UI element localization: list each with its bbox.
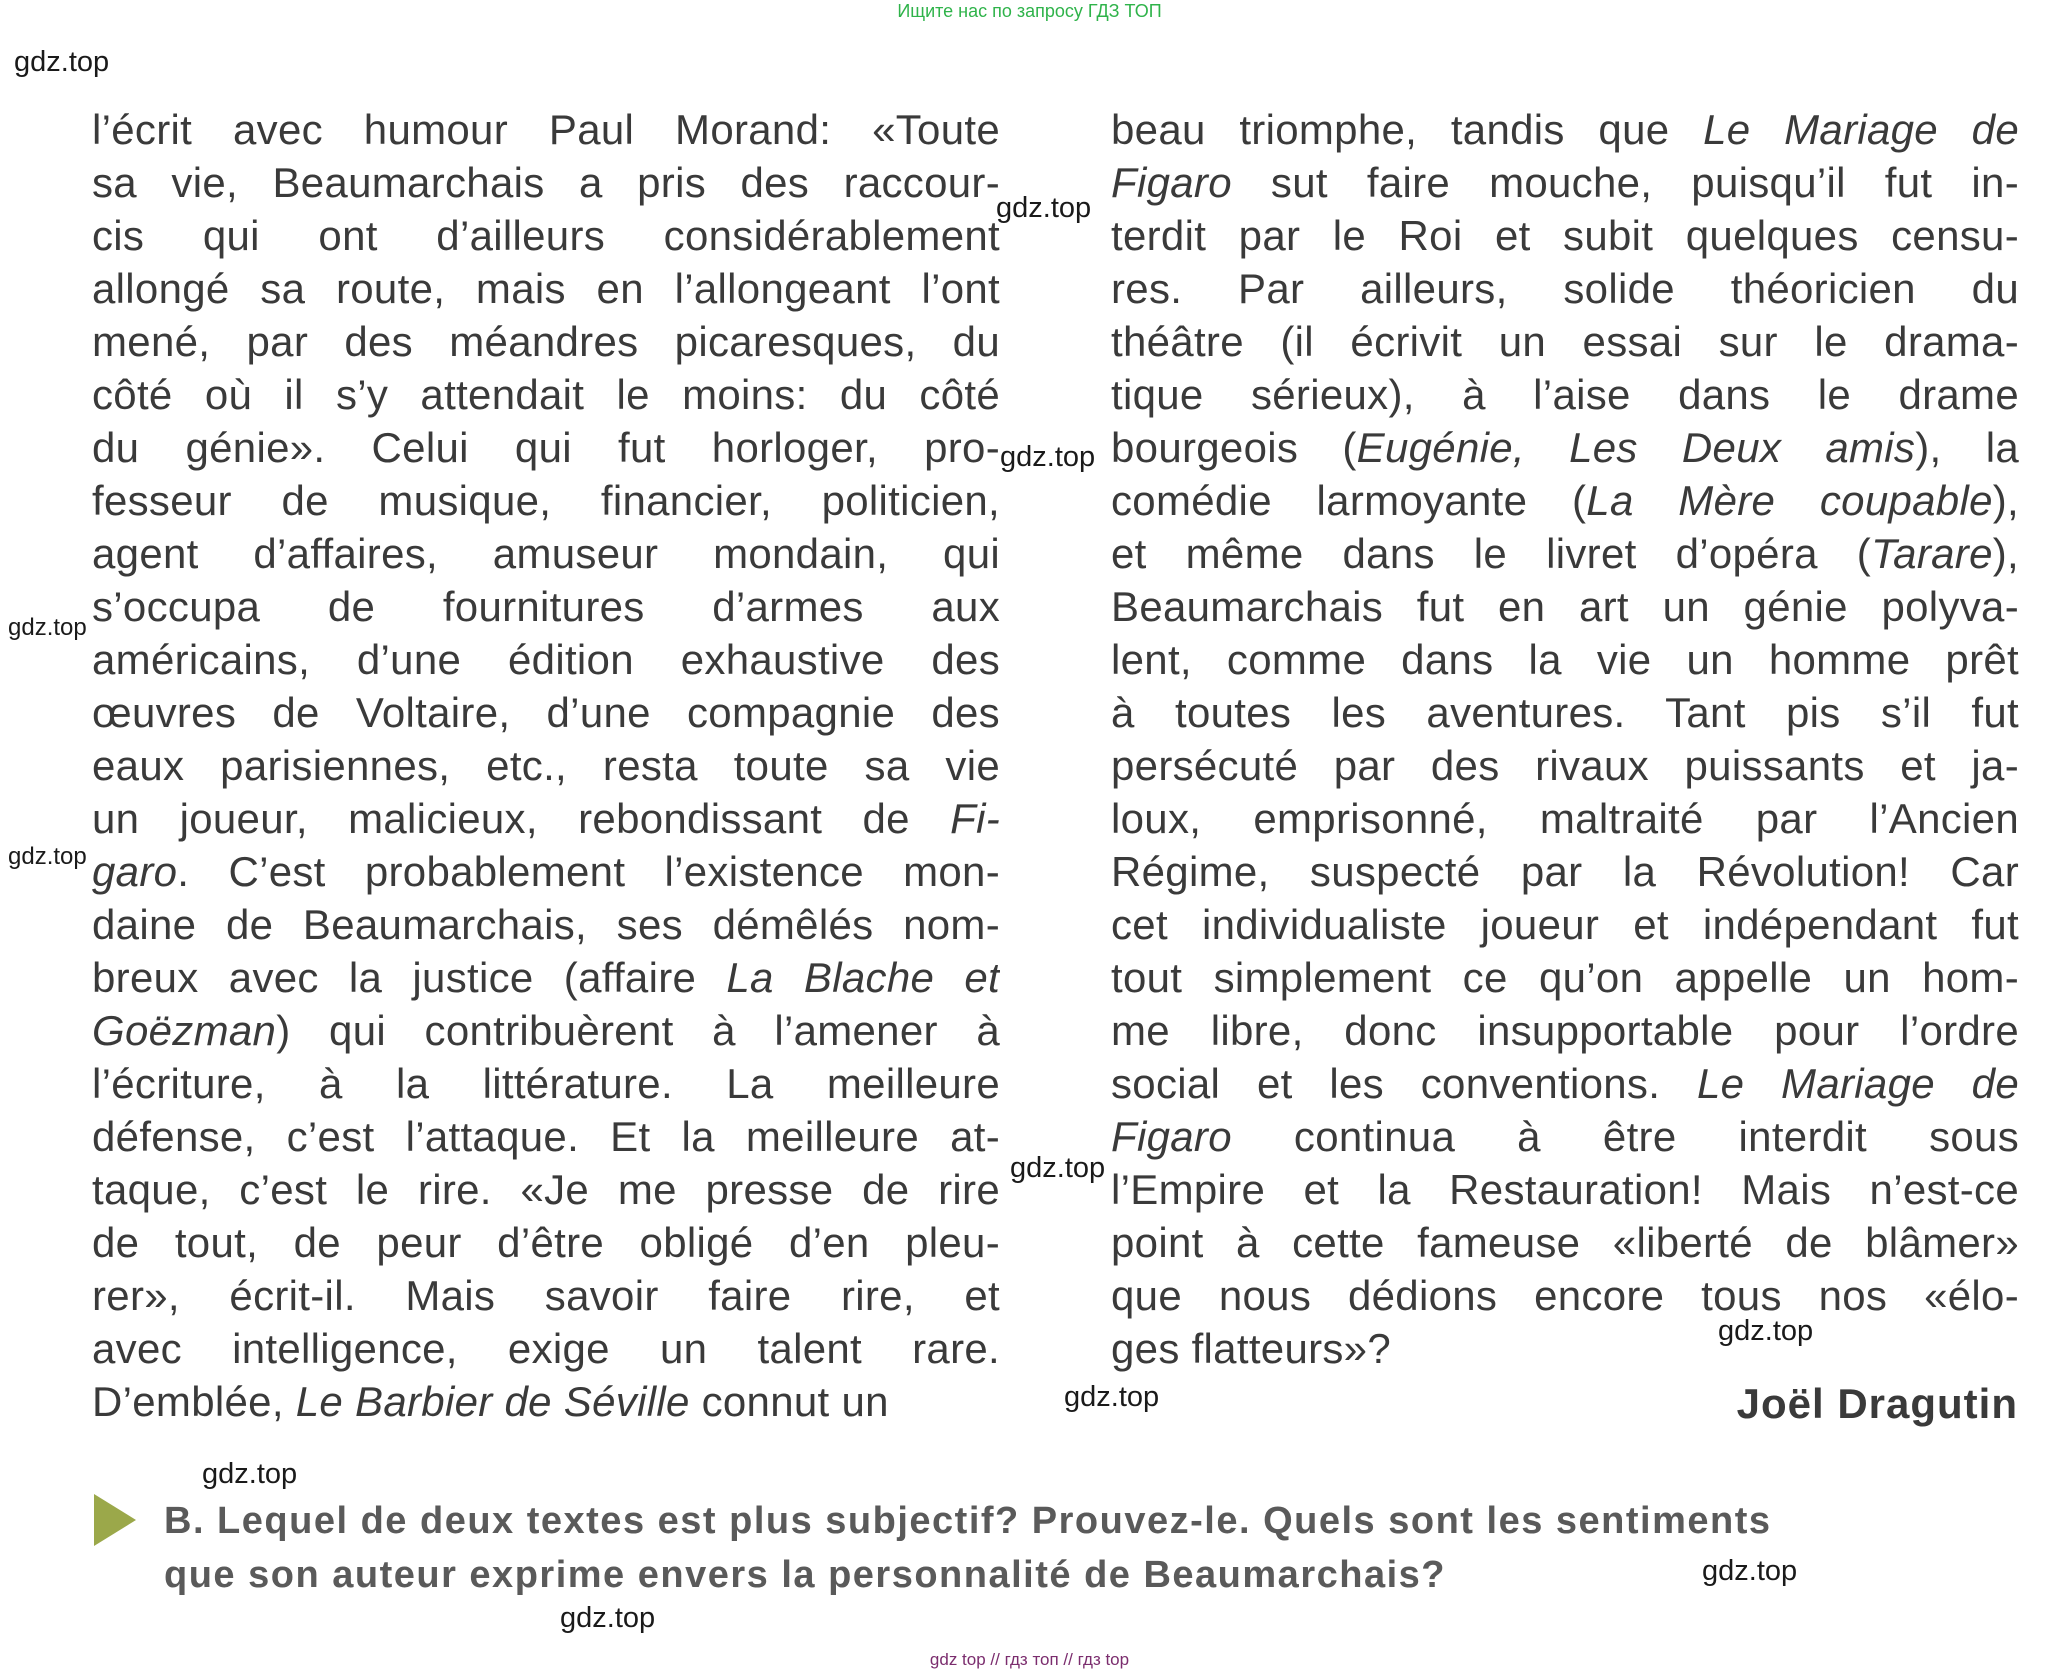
text-line: [92, 156, 1000, 209]
italic-title: Figaro: [1111, 1113, 1232, 1160]
text-line: [92, 898, 1000, 951]
text-segment: tout simplement ce qu’on appelle un hom-: [1111, 954, 2019, 1001]
text-segment: s’occupa de fournitures d’armes aux: [92, 583, 1000, 630]
text-segment: tique sérieux), à l’aise dans le drame: [1111, 371, 2019, 418]
italic-title: Goëzman: [92, 1007, 277, 1054]
text-segment: persécuté par des rivaux puissants et ja-: [1111, 742, 2019, 789]
watermark: gdz.top: [1718, 1315, 1814, 1347]
text-line: [1111, 1269, 2019, 1322]
watermark: gdz.top: [1702, 1555, 1798, 1587]
text-segment: continua à être interdit sous: [1231, 1113, 2019, 1160]
text-segment: l’écriture, à la littérature. La meilleure: [92, 1060, 1000, 1107]
text-segment: lent, comme dans la vie un homme prêt: [1111, 636, 2019, 683]
text-line: [1111, 103, 2019, 156]
text-segment: taque, c’est le rire. «Je me presse de rire: [92, 1166, 1000, 1213]
text-segment: agent d’affaires, amuseur mondain, qui: [92, 530, 1000, 577]
text-line: [92, 792, 1000, 845]
text-line: [1111, 1163, 2019, 1216]
watermark: gdz.top: [560, 1602, 656, 1634]
text-segment: . C’est probablement l’existence mon-: [177, 848, 1000, 895]
text-segment: ) qui contribuèrent à l’amener à: [276, 1007, 1000, 1054]
text-line: [92, 686, 1000, 739]
text-segment: comédie larmoyante (: [1111, 477, 1587, 524]
text-line: [1111, 368, 2019, 421]
text-segment: rer», écrit-il. Mais savoir faire rire, et: [92, 1272, 1000, 1319]
text-column-left: [92, 103, 1000, 1428]
text-line: [92, 315, 1000, 368]
text-line: [1111, 1110, 2019, 1163]
text-segment: allongé sa route, mais en l’allongeant l’ont: [92, 265, 1000, 312]
text-segment: cis qui ont d’ailleurs considérablement: [92, 212, 1000, 259]
text-line: [92, 1110, 1000, 1163]
top-search-banner: Ищите нас по запросу ГДЗ ТОП: [897, 1, 1162, 21]
text-line: [1111, 315, 2019, 368]
text-line: [1111, 739, 2019, 792]
text-segment: américains, d’une édition exhaustive des: [92, 636, 1000, 683]
text-line: [1111, 580, 2019, 633]
watermark: gdz.top: [8, 843, 87, 870]
text-line: [1111, 421, 2019, 474]
text-column-right: [1111, 103, 2019, 1375]
text-line: [1111, 474, 2019, 527]
text-segment: me libre, donc insupportable pour l’ordre: [1111, 1007, 2019, 1054]
text-segment: terdit par le Roi et subit quelques censu-: [1111, 212, 2019, 259]
text-segment: l’écrit avec humour Paul Morand: «Toute: [92, 106, 1000, 153]
task-line: B. Lequel de deux textes est plus subjectif? Prouvez-le. Quels sont les sentiments: [164, 1500, 1772, 1542]
text-line: [1111, 1216, 2019, 1269]
text-segment: que nous dédions encore tous nos «élo-: [1111, 1272, 2019, 1319]
text-segment: avec intelligence, exige un talent rare.: [92, 1325, 1000, 1372]
watermark: gdz.top: [202, 1458, 298, 1490]
text-line: [1111, 527, 2019, 580]
text-segment: ),: [1992, 477, 2019, 524]
text-segment: beau triomphe, tandis que: [1111, 106, 1704, 153]
text-line: [92, 209, 1000, 262]
text-segment: fesseur de musique, financier, politicien,: [92, 477, 1000, 524]
text-line: [92, 421, 1000, 474]
text-segment: ),: [1992, 530, 2019, 577]
footer-links: gdz top // гдз топ // гдз top: [929, 1650, 1130, 1669]
italic-title: Eugénie, Les Deux amis: [1356, 424, 1916, 471]
italic-title: Le Barbier de Séville: [295, 1378, 690, 1425]
text-segment: res. Par ailleurs, solide théoricien du: [1111, 265, 2019, 312]
text-segment: Beaumarchais fut en art un génie polyva-: [1111, 583, 2019, 630]
text-line: [92, 845, 1000, 898]
text-segment: breux avec la justice (affaire: [92, 954, 727, 1001]
italic-title: La Blache et: [726, 954, 1000, 1001]
text-segment: cet individualiste joueur et indépendant fut: [1111, 901, 2019, 948]
text-segment: Régime, suspecté par la Révolution! Car: [1111, 848, 2019, 895]
text-line: [1111, 262, 2019, 315]
text-line: [1111, 633, 2019, 686]
watermark: gdz.top: [996, 192, 1092, 224]
text-line: [1111, 1057, 2019, 1110]
italic-title: garo: [92, 848, 178, 895]
text-line: [92, 1216, 1000, 1269]
text-line: [92, 1269, 1000, 1322]
task-arrow-icon: [94, 1494, 136, 1546]
text-line: [92, 1057, 1000, 1110]
italic-title: Le Mariage de: [1703, 106, 2019, 153]
text-line: [1111, 845, 2019, 898]
author-signature: Joël Dragutin: [1736, 1380, 2018, 1427]
text-line: [1111, 951, 2019, 1004]
text-segment: un joueur, malicieux, rebondissant de: [92, 795, 951, 842]
italic-title: Fi-: [950, 795, 1000, 842]
text-segment: loux, emprisonné, maltraité par l’Ancien: [1111, 795, 2019, 842]
text-segment: sut faire mouche, puisqu’il fut in-: [1231, 159, 2019, 206]
text-segment: de tout, de peur d’être obligé d’en pleu-: [92, 1219, 1000, 1266]
watermark: gdz.top: [1064, 1381, 1160, 1413]
text-line: [92, 262, 1000, 315]
text-segment: l’Empire et la Restauration! Mais n’est-ce: [1111, 1166, 2019, 1213]
text-segment: point à cette fameuse «liberté de blâmer»: [1111, 1219, 2019, 1266]
text-line: [92, 633, 1000, 686]
text-line: [92, 951, 1000, 1004]
text-line: [1111, 156, 2019, 209]
text-segment: œuvres de Voltaire, d’une compagnie des: [92, 689, 1000, 736]
text-segment: bourgeois (: [1111, 424, 1357, 471]
italic-title: Le Mariage de: [1696, 1060, 2019, 1107]
text-segment: ges flatteurs»?: [1111, 1325, 1392, 1372]
text-segment: défense, c’est l’attaque. Et la meilleure at-: [92, 1113, 1000, 1160]
text-line: [92, 580, 1000, 633]
text-line: [92, 1322, 1000, 1375]
text-line: [1111, 1004, 2019, 1057]
text-line: [92, 1375, 1000, 1428]
text-line: [1111, 898, 2019, 951]
watermark: gdz.top: [1010, 1152, 1106, 1184]
watermark: gdz.top: [14, 46, 110, 78]
watermark: gdz.top: [8, 614, 87, 641]
watermark: gdz.top: [1000, 441, 1096, 473]
text-segment: ), la: [1915, 424, 2019, 471]
text-line: [92, 527, 1000, 580]
text-segment: du génie». Celui qui fut horloger, pro-: [92, 424, 1000, 471]
italic-title: La Mère coupable: [1586, 477, 1993, 524]
text-line: [92, 368, 1000, 421]
italic-title: Figaro: [1111, 159, 1232, 206]
text-segment: social et les conventions.: [1111, 1060, 1697, 1107]
text-segment: sa vie, Beaumarchais a pris des raccour-: [92, 159, 1000, 206]
text-segment: mené, par des méandres picaresques, du: [92, 318, 1000, 365]
italic-title: Tarare: [1871, 530, 1993, 577]
text-line: [92, 1163, 1000, 1216]
text-line: [1111, 1322, 2019, 1375]
text-segment: connut un: [689, 1378, 889, 1425]
text-segment: théâtre (il écrivit un essai sur le drama-: [1111, 318, 2019, 365]
text-line: [92, 739, 1000, 792]
text-segment: D’emblée,: [92, 1378, 296, 1425]
text-segment: daine de Beaumarchais, ses démêlés nom-: [92, 901, 1000, 948]
task-question: [164, 1494, 1976, 1602]
task-line: que son auteur exprime envers la personnalité de Beaumarchais?: [164, 1554, 1446, 1596]
text-line: [92, 103, 1000, 156]
text-line: [92, 1004, 1000, 1057]
text-line: [1111, 792, 2019, 845]
text-segment: eaux parisiennes, etc., resta toute sa vie: [92, 742, 1000, 789]
text-line: [1111, 686, 2019, 739]
text-segment: côté où il s’y attendait le moins: du côté: [92, 371, 1000, 418]
text-line: [92, 474, 1000, 527]
text-segment: à toutes les aventures. Tant pis s’il fut: [1111, 689, 2019, 736]
text-segment: et même dans le livret d’opéra (: [1111, 530, 1872, 577]
text-line: [1111, 209, 2019, 262]
